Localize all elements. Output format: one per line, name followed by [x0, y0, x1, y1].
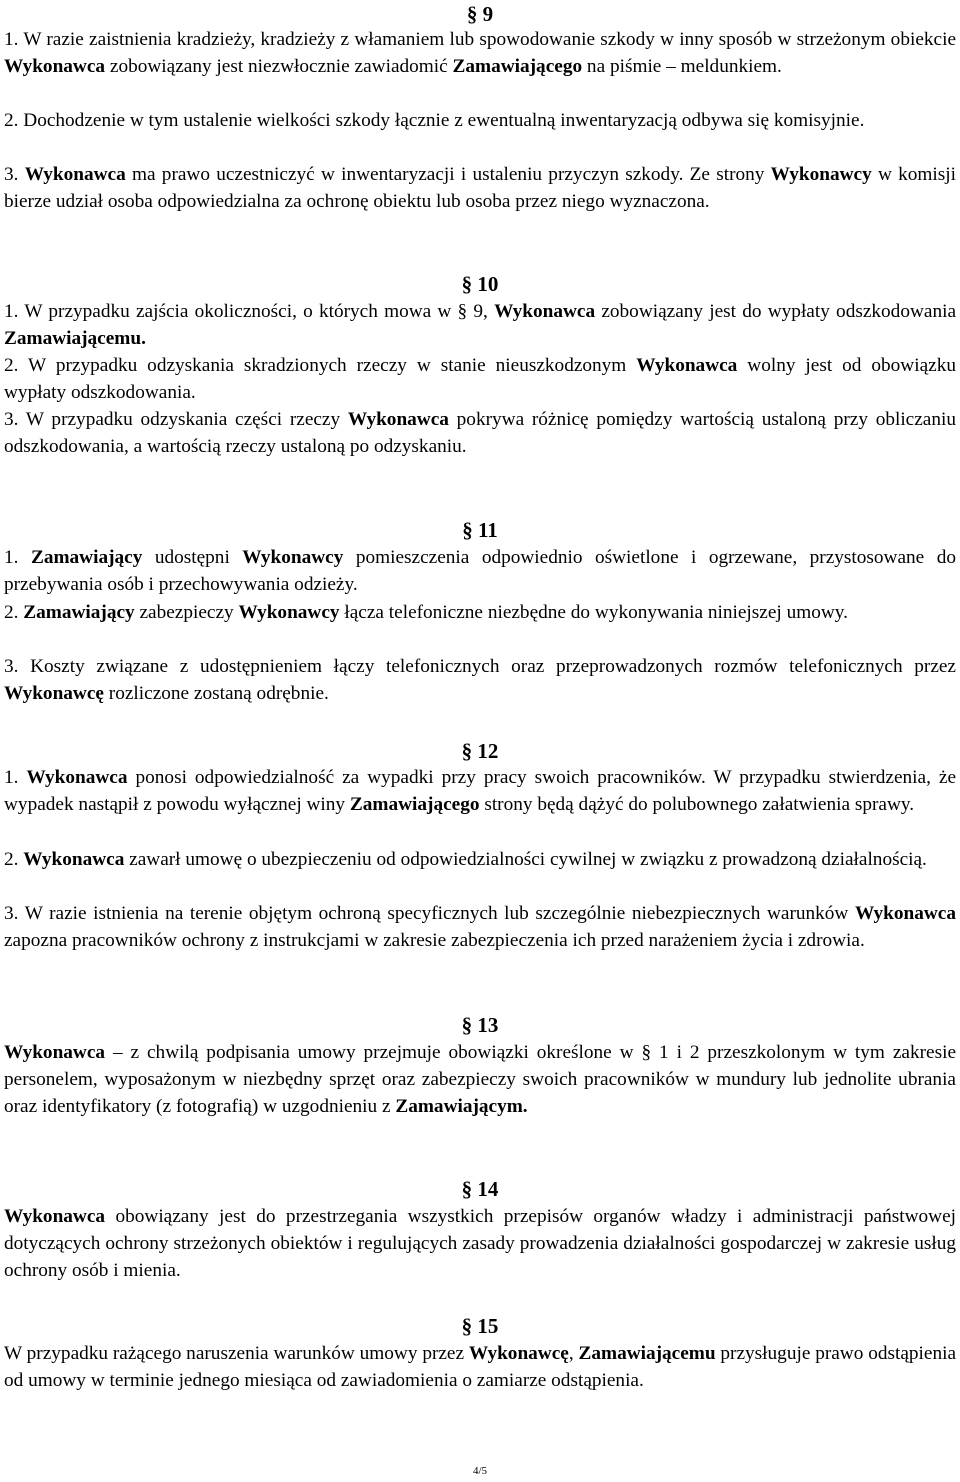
section-heading-10: § 10 [461, 272, 499, 296]
bold-term: Zamawiającemu [578, 1343, 716, 1364]
bold-term: Zamawiającego [452, 56, 583, 78]
paragraph [4, 764, 956, 818]
section-heading-12: § 12 [461, 739, 499, 763]
paragraph [4, 406, 956, 460]
bold-term: Zamawiającym. [395, 1096, 528, 1118]
bold-term: Wykonawca [23, 849, 125, 870]
section-heading-11: § 11 [462, 518, 498, 542]
paragraph-text: , [568, 1343, 579, 1364]
bold-term: Zamawiający [23, 602, 135, 623]
paragraph-text: zawarł umowę o ubezpieczeniu od odpowiedzialności cywilnej w związku z prowadzoną działalnością. [124, 849, 927, 870]
paragraph-text: przysługuje prawo odstąpienia od umowy w terminie jednego miesiąca od zawiadomienia o zamiarze odstąpienia. [4, 1343, 957, 1392]
paragraph-text: 1. W przypadku zajścia okoliczności, o których mowa w § 9, [4, 301, 495, 322]
paragraph-text: 1. [4, 547, 31, 568]
paragraph-text: na piśmie – meldunkiem. [582, 56, 782, 78]
paragraph [4, 1039, 956, 1121]
paragraph-text: łącza telefoniczne niezbędne do wykonywania niniejszej umowy. [339, 602, 848, 623]
section-heading-9: § 9 [466, 2, 494, 26]
paragraph-text: pomieszczenia odpowiednio oświetlone i ogrzewane, przystosowane do przebywania osób i przechowywania odzieży. [4, 547, 956, 596]
bold-term: Wykonawca [24, 164, 126, 185]
bold-term: Zamawiający [30, 547, 143, 568]
paragraph-text: – z chwilą podpisania umowy przejmuje obowiązki określone w § 1 i 2 przeszkolonym w tym zakresie personelem, wyposażonym w niezbędny sprzęt oraz zabezpieczy swoich pracowników w mundury lub jednolite ubrania oraz identyfikatory (z fotografią) w uzgodnieniu z [4, 1042, 956, 1118]
paragraph [4, 599, 956, 626]
page-number: 4/5 [472, 1465, 488, 1477]
bold-term: Wykonawca [636, 355, 738, 376]
paragraph [4, 900, 956, 954]
paragraph-text: 2. [4, 602, 24, 623]
bold-term: Zamawiającemu. [4, 328, 146, 350]
paragraph [4, 107, 956, 134]
bold-term: Wykonawca [854, 903, 956, 924]
paragraph-text: ma prawo uczestniczyć w inwentaryzacji i ustaleniu przyczyn szkody. Ze strony [125, 164, 771, 185]
paragraph [4, 161, 956, 215]
bold-term: Wykonawcę [468, 1343, 569, 1364]
paragraph-text: obowiązany jest do przestrzegania wszystkich przepisów organów władzy i administracji państwowej dotyczących ochrony strzeżonych obiektów i regulujących zasady prowadzenia działalności gospodarczej w zakresie usług ochrony osób i mienia. [4, 1206, 956, 1282]
paragraph [4, 653, 956, 707]
paragraph-text: 3. Koszty związane z udostępnieniem łączy telefonicznych oraz przeprowadzonych rozmów telefonicznych przez [4, 656, 956, 677]
bold-term: Zamawiającego [349, 794, 480, 816]
paragraph [4, 544, 956, 598]
bold-term: Wykonawca [4, 1042, 106, 1063]
paragraph [4, 298, 956, 352]
paragraph-text: 1. [4, 767, 27, 788]
paragraph-text: zobowiązany jest niezwłocznie zawiadomić [105, 56, 453, 78]
bold-term: Wykonawca [26, 767, 128, 788]
paragraph [4, 846, 956, 873]
paragraph-text: zobowiązany jest do wypłaty odszkodowania [595, 301, 957, 322]
paragraph-text: 2. Dochodzenie w tym ustalenie wielkości szkody łącznie z ewentualną inwentaryzacją odbywa się komisyjnie. [4, 110, 865, 131]
bold-term: Wykonawca [4, 56, 106, 78]
paragraph-text: rozliczone zostaną odrębnie. [103, 683, 329, 705]
section-heading-14: § 14 [461, 1177, 499, 1201]
paragraph-text: 2. [4, 849, 24, 870]
section-heading-15: § 15 [461, 1314, 499, 1338]
paragraph-text: zapozna pracowników ochrony z instrukcjami w zakresie zabezpieczenia ich przed narażeniem życia i zdrowia. [4, 930, 865, 952]
paragraph-text: 3. W razie istnienia na terenie objętym ochroną specyficznych lub szczególnie niebezpiecznych warunków [4, 903, 855, 924]
paragraph-text: ponosi odpowiedzialność za wypadki przy pracy swoich pracowników. W przypadku stwierdzenia, że wypadek nastąpił z powodu wyłącznej winy [4, 767, 956, 816]
paragraph [4, 1203, 956, 1285]
paragraph-text: zabezpieczy [134, 602, 239, 623]
paragraph-text: pokrywa różnicę pomiędzy wartością ustaloną przy obliczaniu odszkodowania, a wartością rzeczy ustaloną po odzyskaniu. [4, 409, 956, 458]
paragraph-text: strony będą dążyć do polubownego załatwienia sprawy. [479, 794, 915, 816]
paragraph-text: w komisji bierze udział osoba odpowiedzialna za ochronę obiektu lub osoba przez niego wyznaczona. [4, 164, 956, 213]
bold-term: Wykonawcy [242, 547, 344, 568]
paragraph-text: udostępni [142, 547, 243, 568]
paragraph-text: 1. W razie zaistnienia kradzieży, kradzieży z włamaniem lub spowodowanie szkody w inny sposób w strzeżonym obiekcie [4, 29, 956, 50]
bold-term: Wykonawca [494, 301, 596, 322]
paragraph [4, 26, 956, 80]
paragraph-text: 3. [4, 164, 25, 185]
paragraph-text: wolny jest od obowiązku wypłaty odszkodowania. [4, 355, 956, 404]
paragraph [4, 1340, 956, 1394]
section-heading-13: § 13 [461, 1013, 499, 1037]
bold-term: Wykonawcy [238, 602, 340, 623]
paragraph-text: 2. W przypadku odzyskania skradzionych rzeczy w stanie nieuszkodzonym [4, 355, 637, 376]
paragraph [4, 352, 956, 406]
bold-term: Wykonawca [347, 409, 449, 430]
bold-term: Wykonawcy [770, 164, 872, 185]
bold-term: Wykonawcę [4, 683, 104, 705]
bold-term: Wykonawca [4, 1206, 106, 1227]
paragraph-text: 3. W przypadku odzyskania części rzeczy [4, 409, 348, 430]
paragraph-text: W przypadku rażącego naruszenia warunków umowy przez [4, 1343, 469, 1364]
